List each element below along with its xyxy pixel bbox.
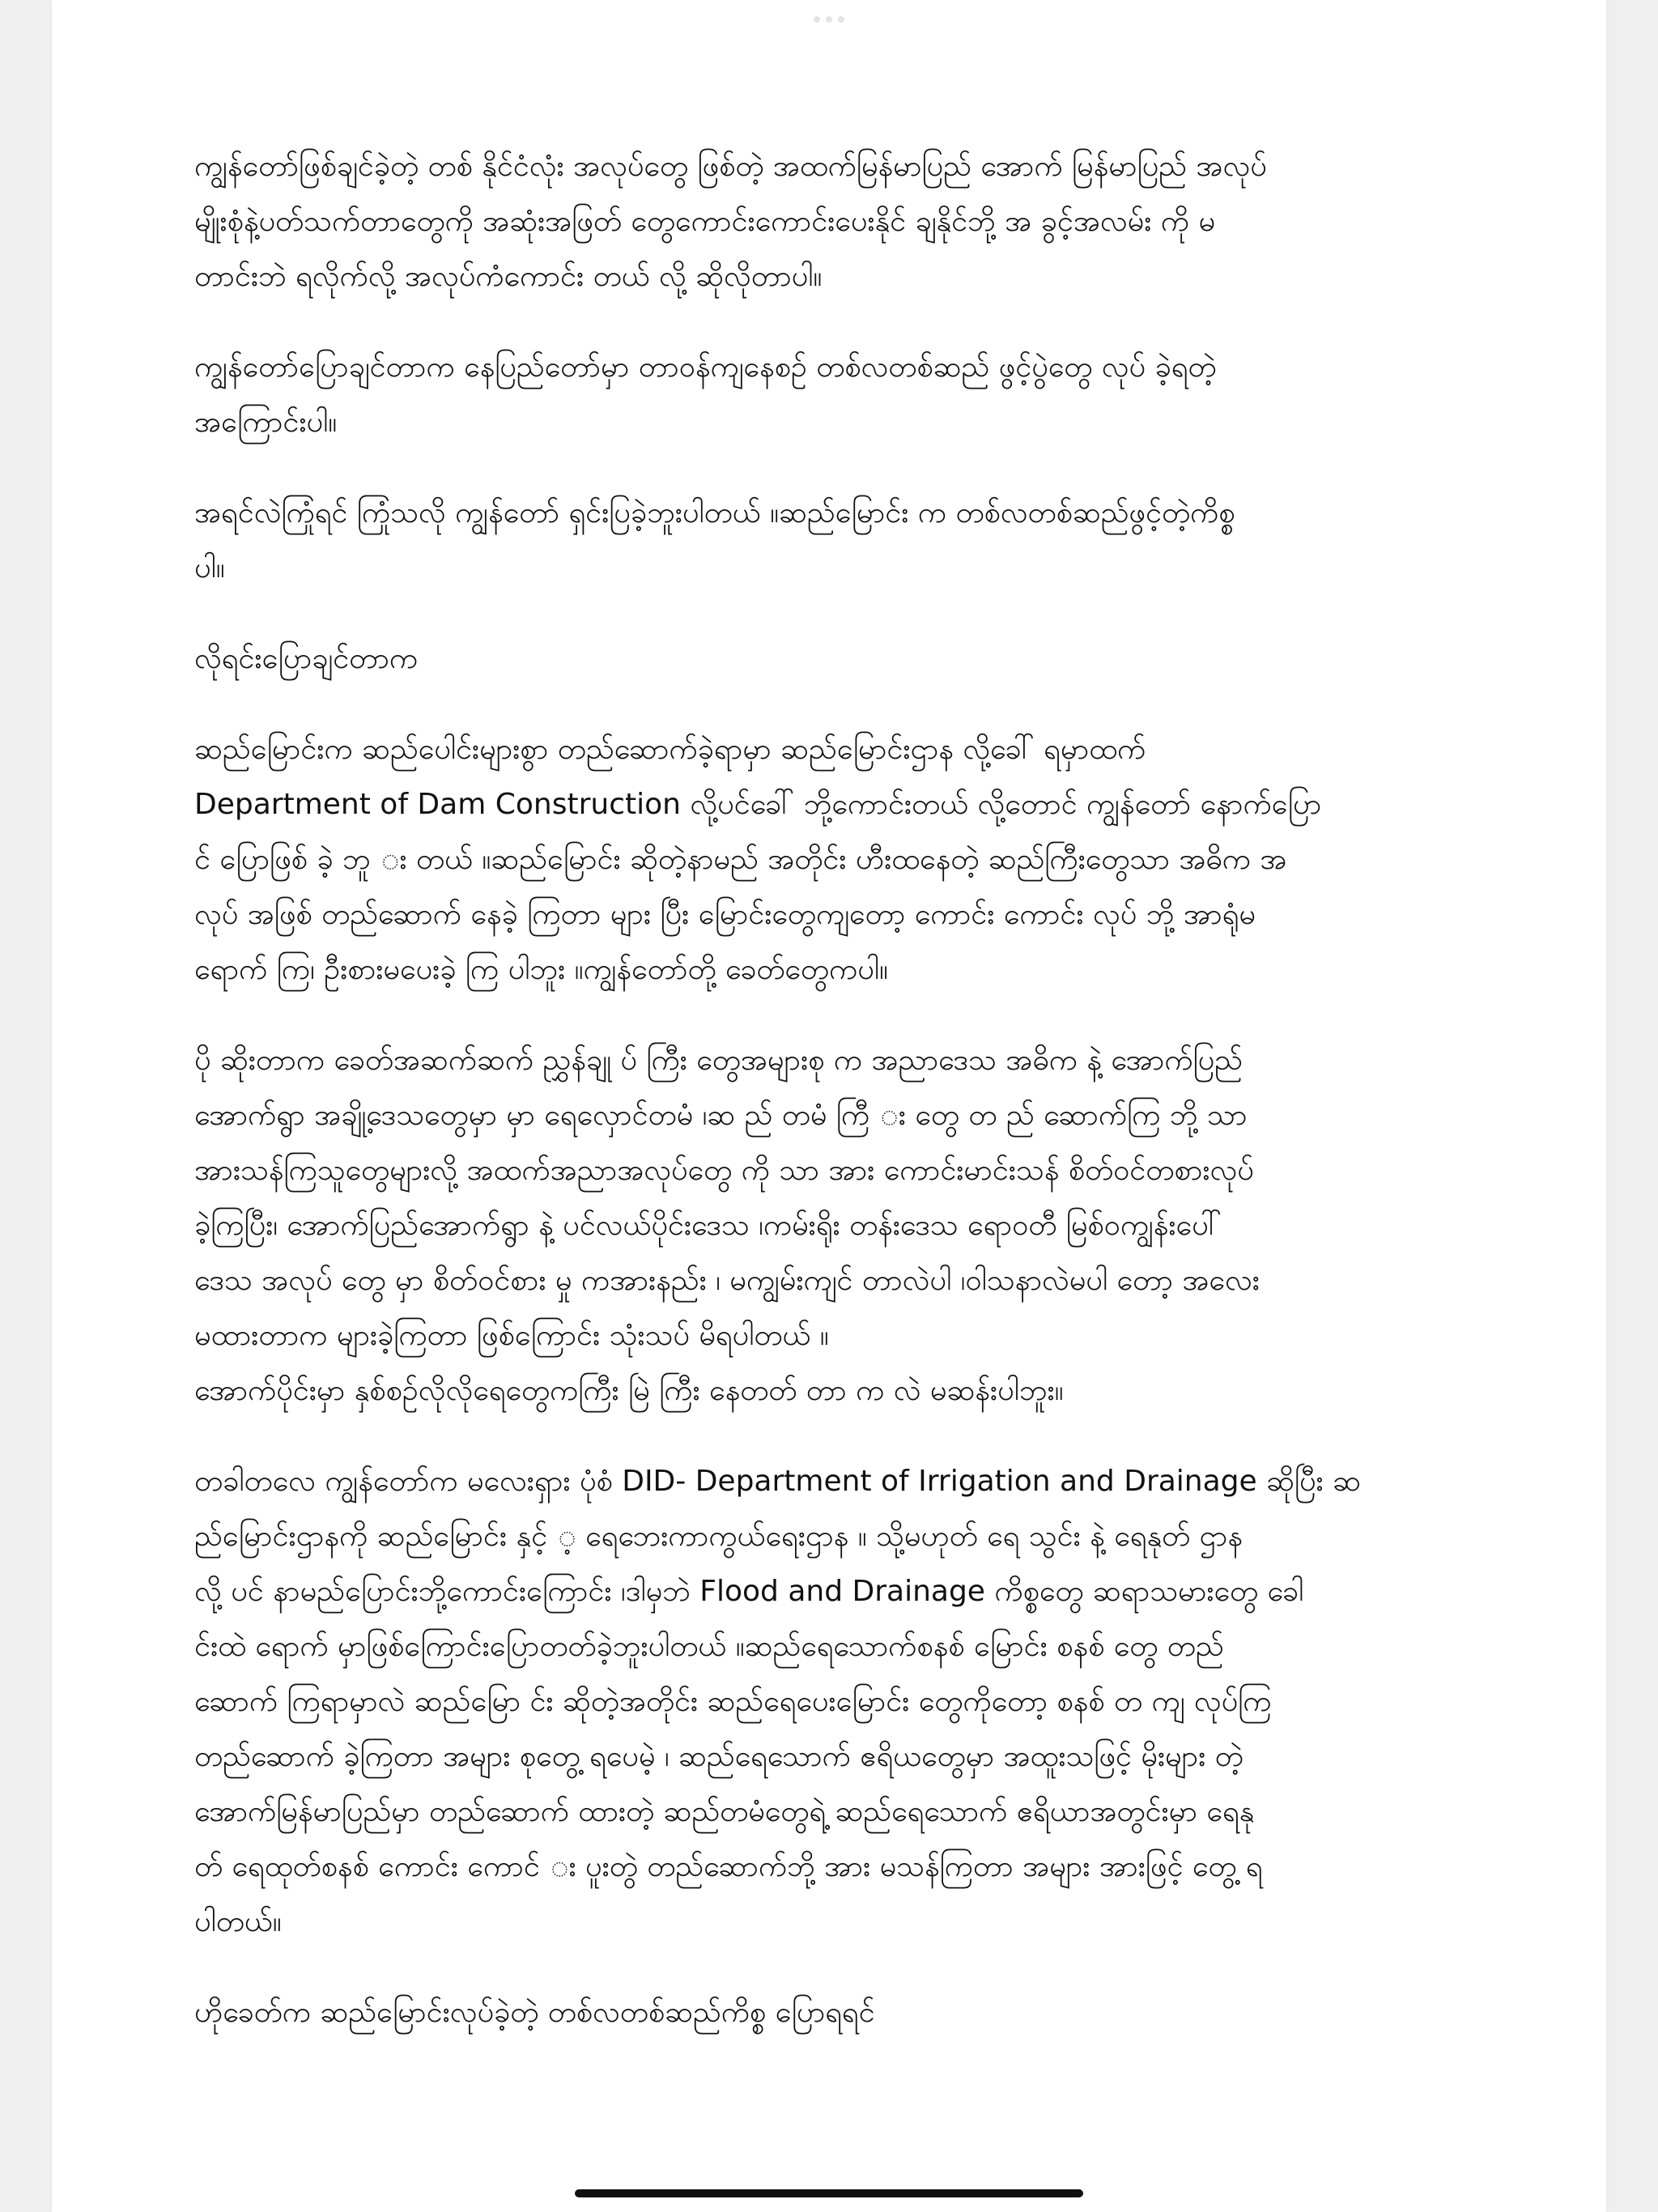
text-line: လို့ ပင် နာမည်ပြောင်းဘို့ကောင်းကြောင်း ၊ဒါမှဘဲ Flood and Drainage ကိစ္စတွေ ဆရာသမားတွေ ခေါ — [194, 1575, 1304, 1608]
text-line: ရောက် ကြ၊ ဦးစားမပေးခဲ့ ကြ ပါဘူး ။ကျွန်တော်တို့ ခေတ်တွေကပါ။ — [194, 953, 888, 986]
text-line: ဒေသ အလုပ် တွေ မှာ စိတ်ဝင်စား မှု ကအားနည်း ၊ မကျွမ်းကျင် တာလဲပါ ၊ဝါသနာလဲမပါ တော့ အလေး — [194, 1264, 1260, 1297]
text-line: အရင်လဲကြုံရင် ကြုံသလို ကျွန်တော် ရှင်းပြခဲ့ဘူးပါတယ် ။ဆည်မြောင်း က တစ်လတစ်ဆည်ဖွင့်တဲ့ကိစ္စ — [194, 496, 1235, 530]
text-line: မျိုးစုံနဲ့ပတ်သက်တာတွေကို အဆုံးအဖြတ် တွေကောင်းကောင်းပေးနိုင် ချနိုင်ဘို့ အ ခွင့်အလမ်း ကို မ — [194, 205, 1216, 238]
text-line: င်းထဲ ရောက် မှာဖြစ်ကြောင်းပြောတတ်ခဲ့ဘူးပါတယ် ။ဆည်ရေသောက်စနစ် မြောင်း စနစ် တွေ တည် — [194, 1630, 1224, 1663]
text-line: အောက်မြန်မာပြည်မှာ တည်ဆောက် ထားတဲ့ ဆည်တမံတွေရဲ့ ဆည်ရေသောက် ဧရိယာအတွင်းမှာ ရေနု — [194, 1795, 1255, 1828]
text-line: တာင်းဘဲ ရလိုက်လို့ အလုပ်ကံကောင်း တယ် လို့ ဆိုလိုတာပါ။ — [194, 260, 823, 293]
document-page — [52, 0, 1606, 2212]
text-line: လုပ် အဖြစ် တည်ဆောက် နေခဲ့ ကြတာ များ ပြီး မြောင်းတွေကျတော့ ကောင်း ကောင်း လုပ် ဘို့ အာရုံမ — [194, 898, 1256, 931]
text-line: ပါတယ်။ — [194, 1905, 282, 1938]
text-line: ခဲ့ကြပြီး၊ အောက်ပြည်အောက်ရွာ နဲ့ ပင်လယ်ပိုင်းဒေသ ၊ကမ်းရိုး တန်းဒေသ ရောဝတီ မြစ်ဝကျွန်းပေါ် — [194, 1209, 1222, 1242]
text-line: လိုရင်းပြောချင်တာက — [194, 642, 419, 675]
paragraph — [194, 722, 1522, 998]
text-line: င် ပြောဖြစ် ခဲ့ ဘူ း တယ် ။ဆည်မြောင်း ဆိုတဲ့နာမည် အတိုင်း ဟီးထနေတဲ့ ဆည်ကြီးတွေသာ အဓိက အ — [194, 843, 1287, 876]
text-line: အကြောင်းပါ။ — [194, 406, 338, 439]
text-line: တည်ဆောက် ခဲ့ကြတာ အများ စုတွေ့ ရပေမဲ့ ၊ ဆည်ရေသောက် ဧရိယတွေမှာ အထူးသဖြင့် မိုးများ တဲ့ — [194, 1740, 1244, 1773]
text-line: အားသန်ကြသူတွေများလို့ အထက်အညာအလုပ်တွေ ကို သာ အား ကောင်းမာင်းသန် စိတ်ဝင်တစားလုပ် — [194, 1154, 1254, 1187]
text-line: အောက်ပိုင်းမှာ နှစ်စဉ်လိုလိုရေတွေကကြီး မြဲ ကြီး နေတတ် တာ က လဲ မဆန်းပါဘူး။ — [194, 1374, 1064, 1407]
text-line: ပါ။ — [194, 551, 225, 585]
paragraph — [194, 1033, 1522, 1419]
document-body — [194, 139, 1522, 2076]
text-line: ဟိုခေတ်က ဆည်မြောင်းလုပ်ခဲ့တဲ့ တစ်လတစ်ဆည်ကိစ္စ ပြောရရင် — [194, 1996, 875, 2029]
text-line: ကျွန်တော်ပြောချင်တာက နေပြည်တော်မှာ တာဝန်ကျနေစဥ် တစ်လတစ်ဆည် ဖွင့်ပွဲတွေ လုပ် ခဲ့ရတဲ့ — [194, 351, 1217, 384]
paragraph — [194, 486, 1522, 596]
text-line: မထားတာက များခဲ့ကြတာ ဖြစ်ကြောင်း သုံးသပ် မိရပါတယ် ။ — [194, 1319, 829, 1352]
paragraph — [194, 340, 1522, 450]
home-indicator[interactable] — [575, 2189, 1083, 2197]
text-line: ကျွန်တော်ဖြစ်ချင်ခဲ့တဲ့ တစ် နိုင်ငံလုံး အလုပ်တွေ ဖြစ်တဲ့ အထက်မြန်မာပြည် အောက် မြန်မာပြည် အလုပ် — [194, 150, 1267, 183]
text-line: ဆောက် ကြရာမှာလဲ ဆည်မြော င်း ဆိုတဲ့အတိုင်း ဆည်ရေပေးမြောင်း တွေကိုတော့ စနစ် တ ကျ လုပ်ကြ — [194, 1685, 1272, 1718]
text-line: တ် ရေထုတ်စနစ် ကောင်း ကောင် း ပူးတွဲ တည်ဆောက်ဘို့ အား မသန်ကြတာ အများ အားဖြင့် တွေ့ ရ — [194, 1850, 1263, 1883]
paragraph — [194, 1985, 1522, 2040]
text-line: ည်မြောင်းဌာနကို ဆည်မြောင်း နှင့် ့ ရေဘေးကာကွယ်ရေးဌာန ။ သို့မဟုတ် ရေ သွင်း နဲ့ ရေနုတ် ဌာန — [194, 1520, 1243, 1553]
text-line: ဆည်မြောင်းက ဆည်ပေါင်းများစွာ တည်ဆောက်ခဲ့ရာမှာ ဆည်မြောင်းဌာန လို့ခေါ် ရမှာထက် — [194, 733, 1146, 766]
paragraph — [194, 139, 1522, 304]
paragraph — [194, 1454, 1522, 1950]
text-line: တခါတလေ ကျွန်တော်က မလေးရှား ပုံစံ DID- Department of Irrigation and Drainage ဆိုပြီး ဆ — [194, 1465, 1361, 1498]
drag-handle-icon[interactable] — [814, 16, 844, 23]
text-line: Department of Dam Construction လို့ပင်ခေါ် ဘို့ကောင်းတယ် လို့တောင် ကျွန်တော် နောက်ပြော — [194, 788, 1322, 821]
text-line: အောက်ရွာ အချို့ဒေသတွေမှာ မှာ ရေလှောင်တမံ ၊ဆ ည် တမံ ကြီ း တွေ တ ည် ဆောက်ကြ ဘို့ သာ — [194, 1099, 1248, 1132]
paragraph — [194, 632, 1522, 687]
text-line: ပို ဆိုးတာက ခေတ်အဆက်ဆက် ညွှန်ချု ပ် ကြီး တွေအများစု က အညာဒေသ အဓိက နဲ့ အောက်ပြည်‌ — [194, 1044, 1243, 1077]
